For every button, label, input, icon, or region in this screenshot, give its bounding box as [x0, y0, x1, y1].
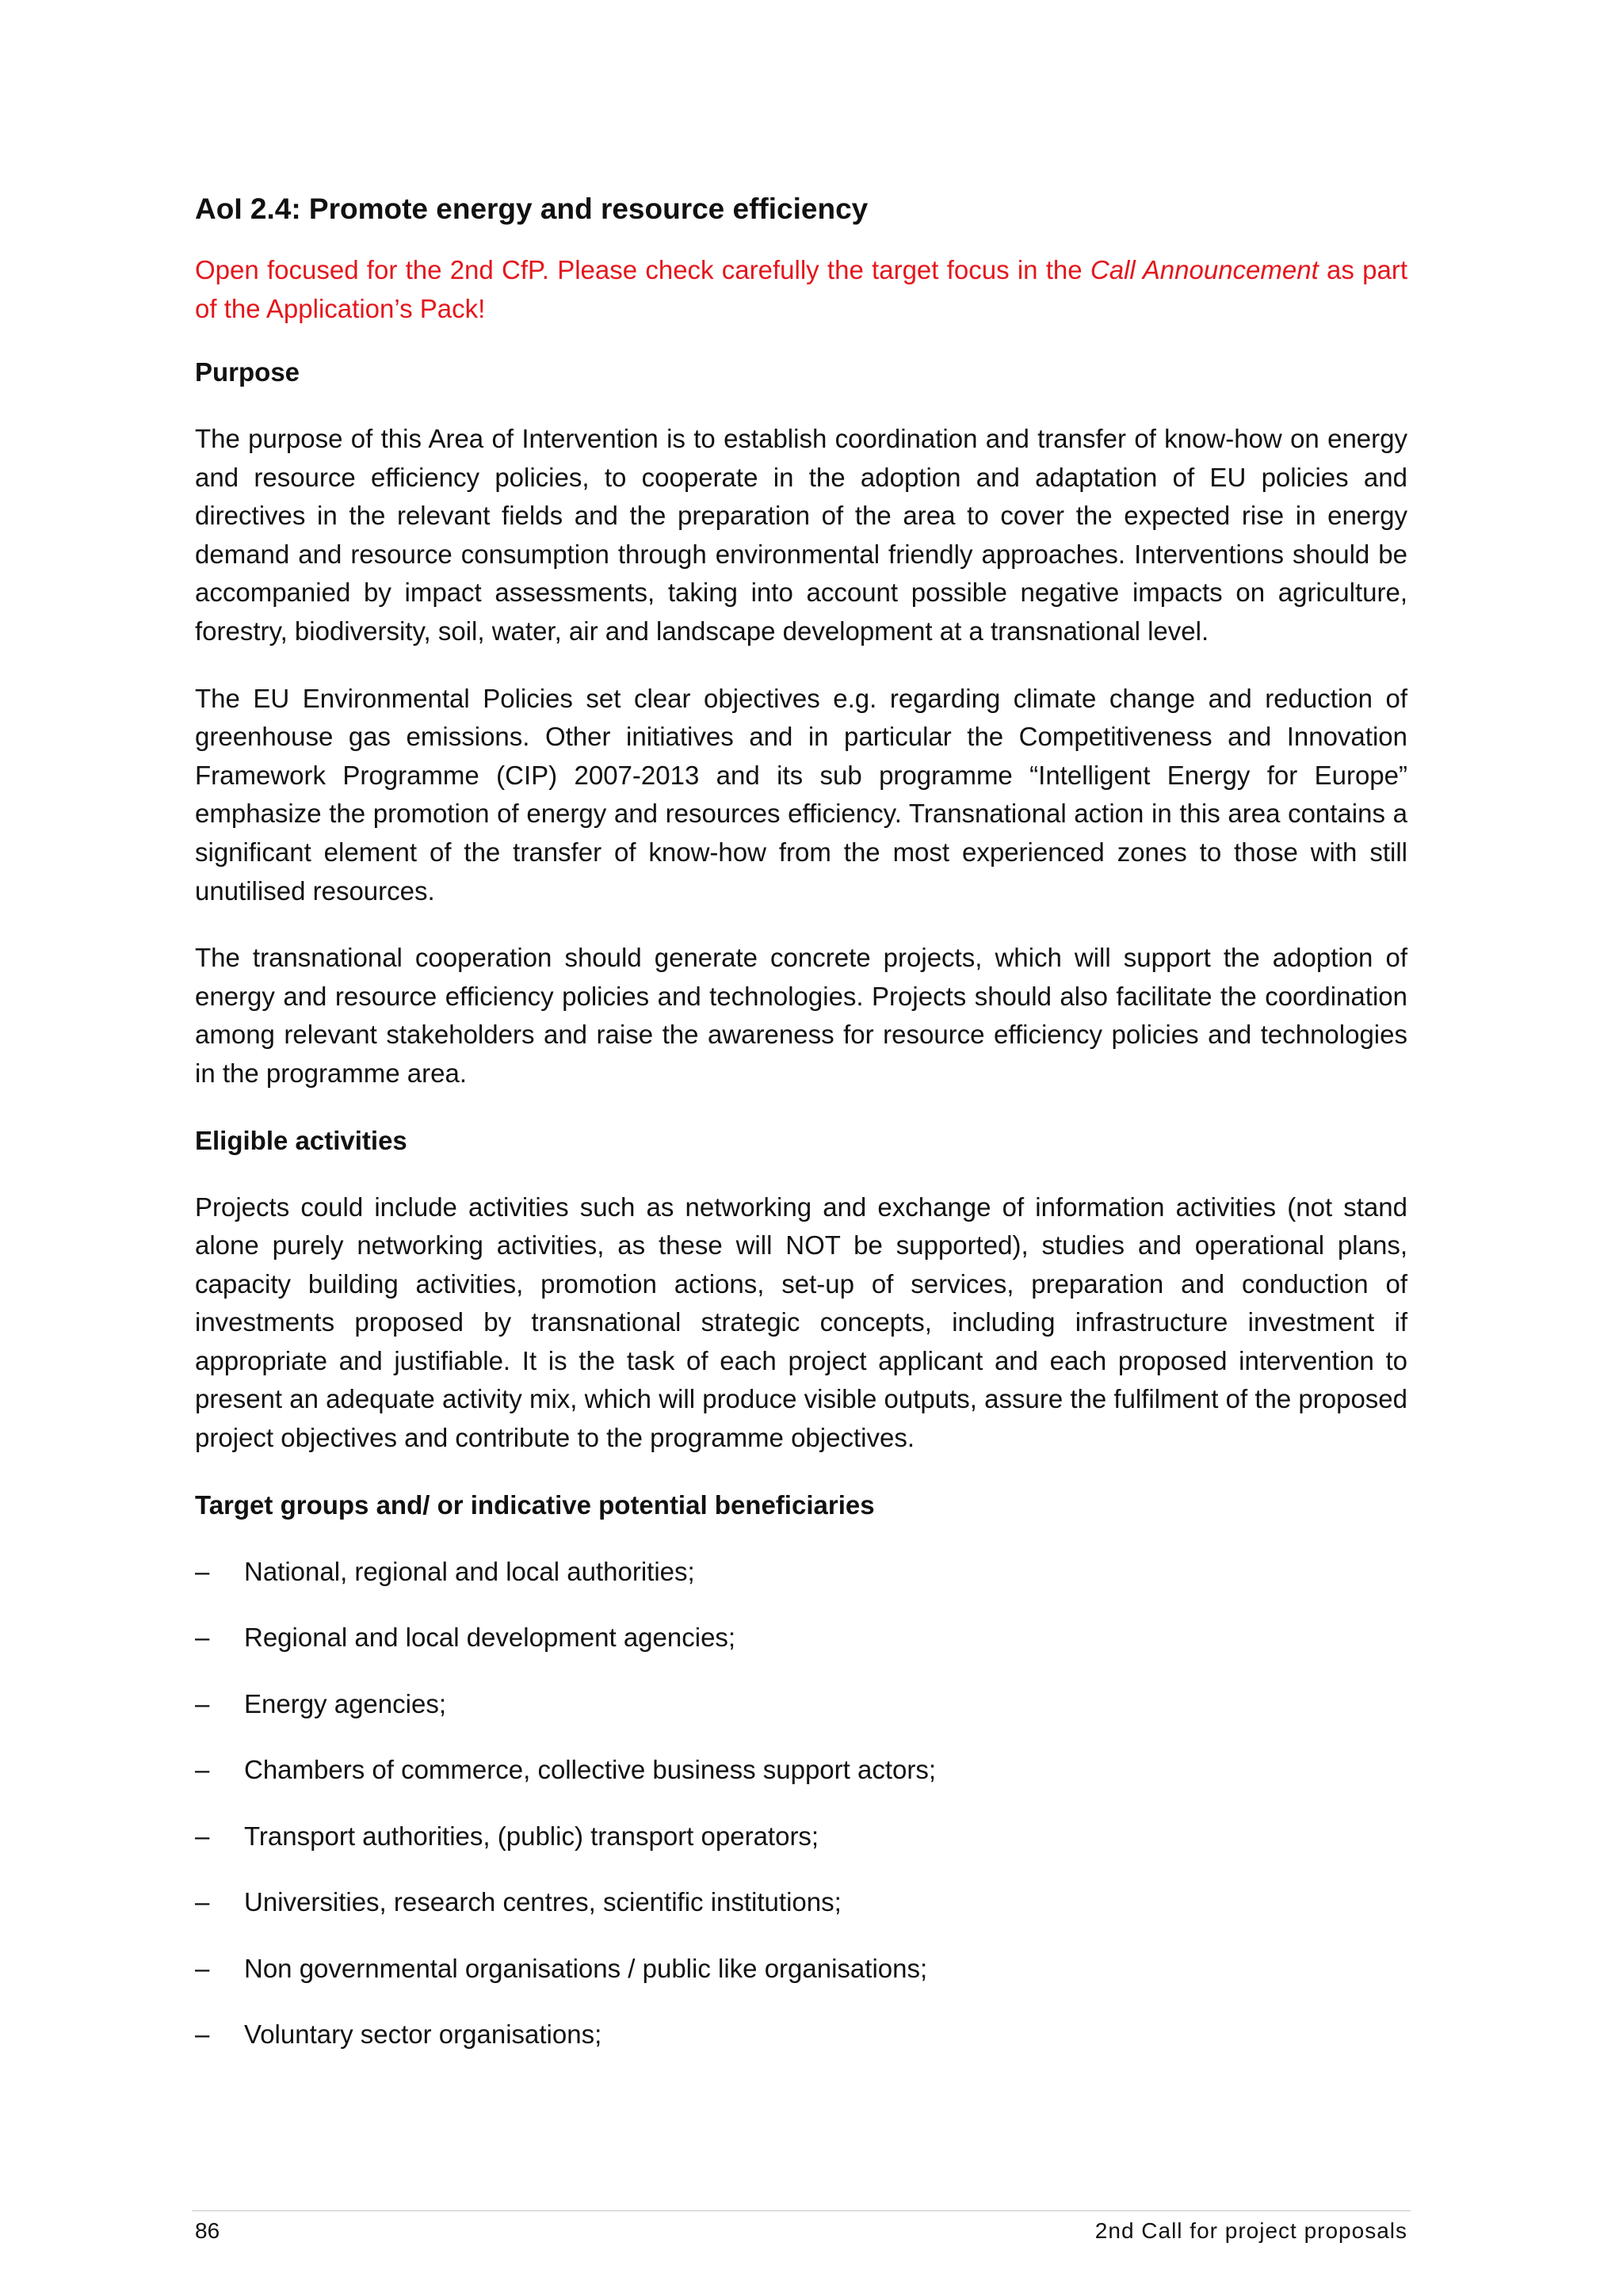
- dash-bullet: –: [195, 1556, 210, 1586]
- dash-bullet: –: [195, 1953, 210, 1983]
- purpose-paragraph-2: The EU Environmental Policies set clear objectives e.g. regarding climate change and reduction of greenhouse gas emissions. Other initiatives and in particular the Competitiveness and Innovation Framework Programme (CIP) 2007-2013 and its sub programme “Intelligent Energy for Europe” emphasize the promotion of energy and resources efficiency. Transnational action in this area contains a significant element of the transfer of know-how from the most experienced zones to those with still unutilised resources.: [195, 683, 1407, 906]
- target-groups-heading: Target groups and/ or indicative potential beneficiaries: [195, 1489, 875, 1520]
- list-item: [195, 1950, 1407, 1988]
- list-item-text: Transport authorities, (public) transport operators;: [244, 1821, 819, 1851]
- dash-bullet: –: [195, 1623, 210, 1653]
- list-item-text: Universities, research centres, scientific institutions;: [244, 1887, 842, 1917]
- list-item: [195, 1751, 1407, 1789]
- list-item-text: Voluntary sector organisations;: [244, 2019, 602, 2050]
- eligible-activities-heading: Eligible activities: [195, 1125, 407, 1155]
- dash-bullet: –: [195, 1821, 210, 1851]
- list-item: [195, 1685, 1407, 1723]
- dash-bullet: –: [195, 1755, 210, 1785]
- list-item: [195, 1817, 1407, 1855]
- dash-bullet: –: [195, 1887, 210, 1917]
- footer-document-title: 2nd Call for project proposals: [1094, 2218, 1407, 2243]
- footer-divider: [192, 2210, 1411, 2211]
- purpose-heading: Purpose: [195, 357, 300, 387]
- eligible-activities-paragraph: Projects could include activities such as networking and exchange of information activities (not stand alone purely networking activities, as these will NOT be supported), studies and operational plans, capacity building activities, promotion actions, set-up of services, preparation and conduction of investments proposed by transnational strategic concepts, including infrastructure investment if appropriate and justifiable. It is the task of each project applicant and each proposed intervention to present an adequate activity mix, which will produce visible outputs, assure the fulfilment of the proposed project objectives and contribute to the programme objectives.: [195, 1192, 1407, 1453]
- purpose-paragraph-1: The purpose of this Area of Intervention is to establish coordination and transfer of know-how on energy and resource efficiency policies, to cooperate in the adoption and adaptation of EU policies and directives in the relevant fields and the preparation of the area to cover the expected rise in energy demand and resource consumption through environmental friendly approaches. Interventions should be accompanied by impact assessments, taking into account possible negative impacts on agriculture, forestry, biodiversity, soil, water, air and landscape development at a transnational level.: [195, 424, 1407, 646]
- page-footer: [195, 2215, 1407, 2247]
- list-item: [195, 2016, 1407, 2054]
- call-notice-text: Open focused for the 2nd CfP. Please check carefully the target focus in the: [195, 255, 1090, 284]
- call-announcement-emphasis: Call Announcement: [1090, 255, 1319, 284]
- list-item-text: National, regional and local authorities;: [244, 1556, 695, 1586]
- page-content: [195, 190, 1407, 2082]
- purpose-paragraph-3: The transnational cooperation should generate concrete projects, which will support the adoption of energy and resource efficiency policies and technologies. Projects should also facilitate the coordination among relevant stakeholders and raise the awareness for resource efficiency policies and technologies in the programme area.: [195, 943, 1407, 1088]
- section-heading: AoI 2.4: Promote energy and resource efficiency: [195, 193, 869, 225]
- page-number: 86: [195, 2218, 220, 2243]
- list-item-text: Regional and local development agencies;: [244, 1623, 736, 1653]
- list-item: [195, 1553, 1407, 1591]
- call-notice: [195, 250, 1407, 328]
- dash-bullet: –: [195, 2019, 210, 2050]
- list-item: [195, 1883, 1407, 1921]
- list-item-text: Energy agencies;: [244, 1688, 446, 1718]
- target-groups-list: [195, 1553, 1407, 2054]
- call-notice-text-end: as part of the Application’s Pack!: [195, 255, 1407, 323]
- dash-bullet: –: [195, 1688, 210, 1718]
- list-item-text: Non governmental organisations / public like organisations;: [244, 1953, 928, 1983]
- list-item: [195, 1619, 1407, 1657]
- list-item-text: Chambers of commerce, collective business support actors;: [244, 1755, 937, 1785]
